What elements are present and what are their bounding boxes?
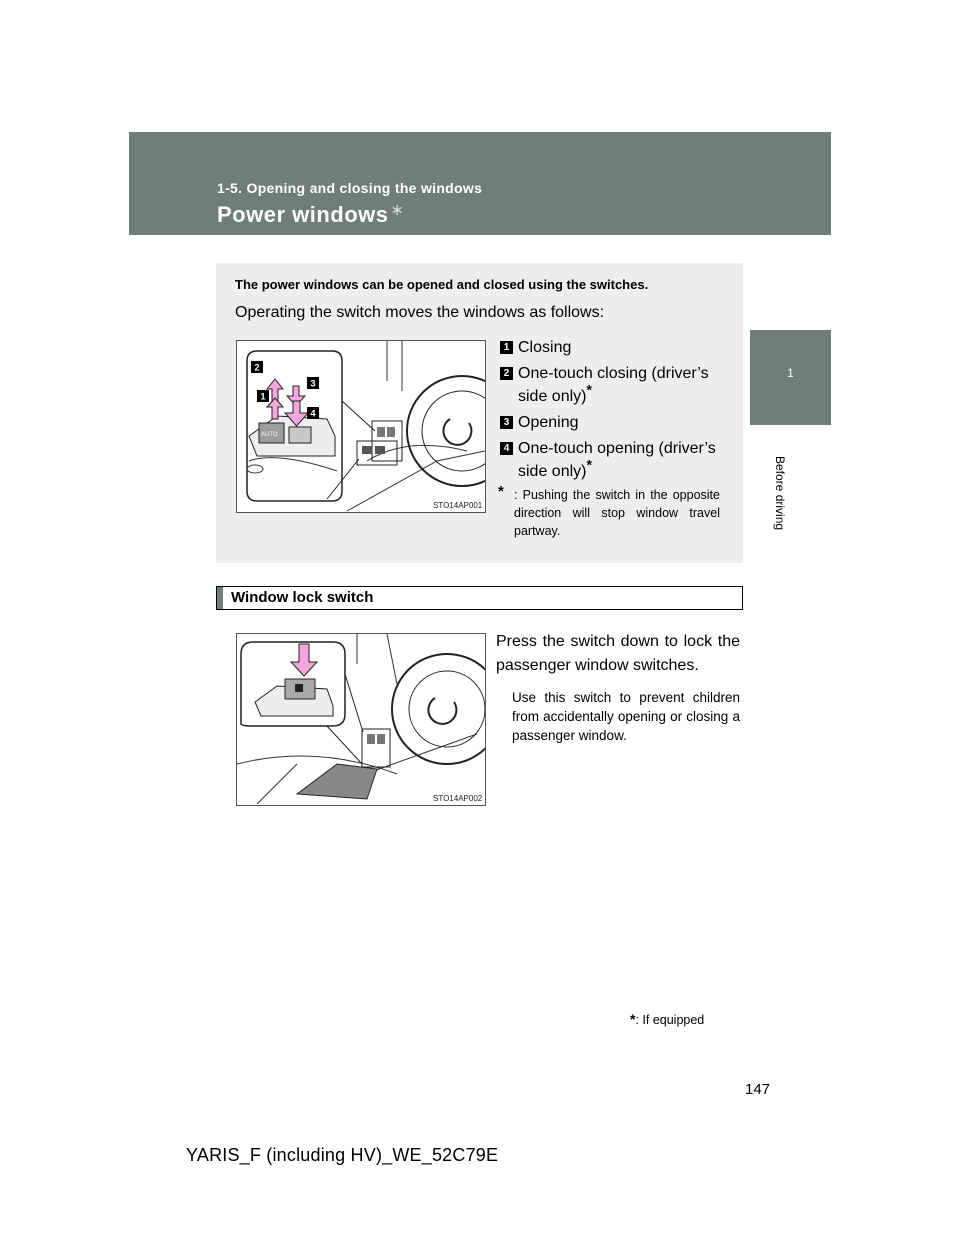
- window-lock-illustration: [236, 633, 486, 806]
- figure-code: STO14AP001: [433, 501, 483, 510]
- list-item: [500, 437, 730, 483]
- item-text: Closing: [518, 339, 572, 356]
- chapter-tab[interactable]: [750, 330, 831, 425]
- footnote-text: : Pushing the switch in the opposite direction will stop window travel partway.: [514, 488, 720, 538]
- footnote: [498, 483, 720, 540]
- equipped-note: [630, 1011, 704, 1027]
- lock-diagram: [237, 634, 485, 805]
- item-mark: *: [586, 381, 592, 398]
- list-item: [500, 362, 730, 408]
- document-footer: YARIS_F (including HV)_WE_52C79E: [186, 1145, 499, 1165]
- power-window-switch-illustration: [236, 340, 486, 513]
- callout-3: 3: [310, 378, 316, 389]
- equipped-note-text: : If equipped: [635, 1013, 705, 1027]
- item-text: One-touch closing (driver’s side only): [518, 365, 709, 405]
- switch-diagram: [237, 341, 485, 512]
- figure-code: STO14AP002: [433, 794, 483, 803]
- section-title: 1-5. Opening and closing the windows: [217, 180, 483, 196]
- heading-bar: [217, 587, 223, 609]
- page-title-text: Power windows: [217, 202, 389, 227]
- item-mark: *: [586, 456, 592, 473]
- chapter-header: [129, 132, 831, 235]
- item-number: 2: [500, 367, 513, 380]
- callout-4: 4: [310, 408, 316, 419]
- heading-label: Window lock switch: [231, 589, 374, 606]
- intro-sub: Operating the switch moves the windows as follows:: [235, 304, 605, 321]
- equipped-note-mark: *: [630, 1011, 636, 1027]
- intro-lead: The power windows can be opened and closed using the switches.: [235, 277, 649, 292]
- footnote-mark: *: [498, 483, 504, 500]
- list-item: [500, 411, 730, 434]
- operation-list: [500, 336, 730, 486]
- page-title: [217, 202, 404, 228]
- item-number: 3: [500, 416, 513, 429]
- equipped-mark: ∗: [390, 202, 405, 219]
- callout-2: 2: [254, 362, 260, 373]
- lock-description: Use this switch to prevent children from accidentally opening or closing a passenger window.: [512, 690, 740, 743]
- item-text: One-touch opening (driver’s side only): [518, 440, 716, 480]
- auto-label: AUTO: [261, 432, 278, 438]
- item-number: 1: [500, 341, 513, 354]
- lock-instruction: Press the switch down to lock the passenger window switches.: [496, 633, 740, 674]
- window-lock-heading: [216, 586, 743, 610]
- item-text: Opening: [518, 414, 579, 431]
- list-item: [500, 336, 730, 359]
- chapter-label: Before driving: [773, 456, 787, 531]
- chapter-number: 1: [787, 366, 794, 380]
- callout-1: 1: [260, 391, 266, 402]
- item-number: 4: [500, 442, 513, 455]
- page-number: 147: [745, 1081, 771, 1098]
